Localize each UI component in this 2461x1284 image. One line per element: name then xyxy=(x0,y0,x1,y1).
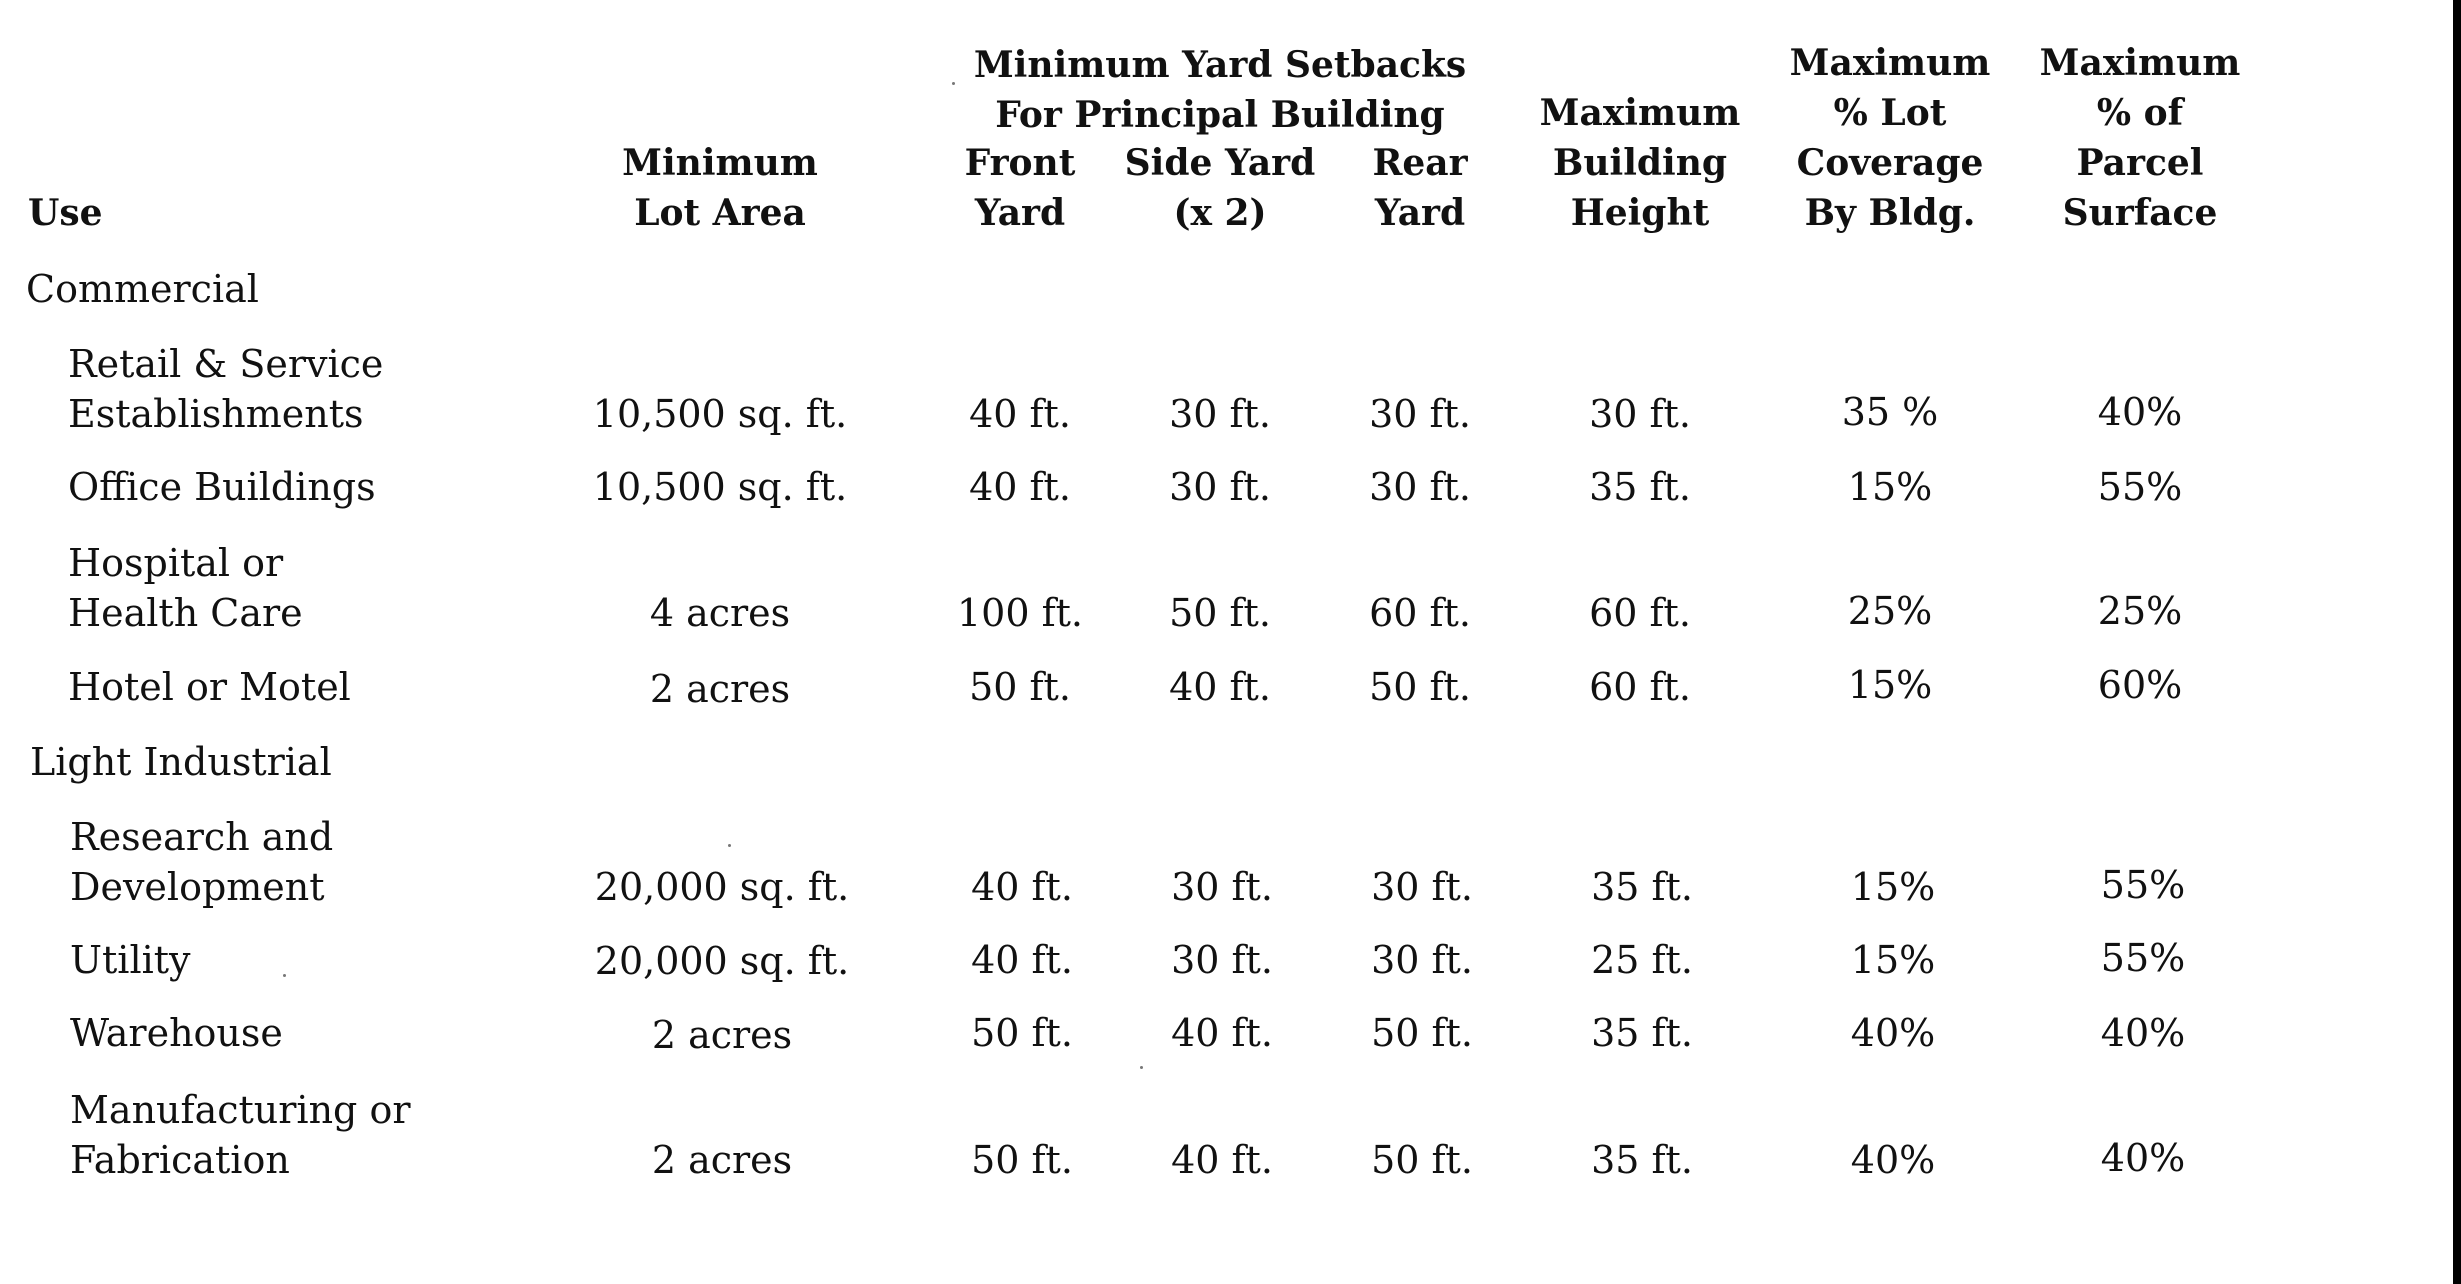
cell-lot-coverage: 40% xyxy=(1850,1138,1936,1182)
cell-lot-area: 10,500 sq. ft. xyxy=(592,392,848,436)
cell-side-yard: 40 ft. xyxy=(1171,1138,1273,1182)
cell-front-yard: 50 ft. xyxy=(969,665,1071,709)
cell-parcel-surface: 25% xyxy=(2097,589,2183,633)
scan-speck xyxy=(1140,1066,1143,1069)
cell-front-yard: 100 ft. xyxy=(956,591,1084,635)
header-front-yard: Front Yard xyxy=(964,142,1076,234)
header-use: Use xyxy=(28,192,103,234)
cell-lot-coverage: 15% xyxy=(1847,663,1933,707)
cell-max-height: 35 ft. xyxy=(1589,465,1691,509)
cell-max-height: 35 ft. xyxy=(1591,1138,1693,1182)
cell-lot-coverage: 40% xyxy=(1850,1011,1936,1055)
cell-lot-area: 2 acres xyxy=(651,1013,793,1057)
cell-lot-coverage: 15% xyxy=(1850,938,1936,982)
cell-parcel-surface: 40% xyxy=(2097,390,2183,434)
cell-lot-area: 20,000 sq. ft. xyxy=(594,939,850,983)
cell-front-yard: 40 ft. xyxy=(971,865,1073,909)
cell-parcel-surface: 40% xyxy=(2100,1011,2186,1055)
header-rear-yard: Rear Yard xyxy=(1372,142,1468,234)
cell-side-yard: 30 ft. xyxy=(1169,392,1271,436)
header-max-height: Maximum Building Height xyxy=(1539,92,1741,234)
cell-parcel-surface: 55% xyxy=(2097,465,2183,509)
row-use: Manufacturing or Fabrication xyxy=(70,1088,411,1182)
cell-parcel-surface: 55% xyxy=(2100,936,2186,980)
cell-max-height: 35 ft. xyxy=(1591,865,1693,909)
header-setbacks-group: Minimum Yard Setbacks For Principal Building xyxy=(973,44,1467,136)
row-use: Hotel or Motel xyxy=(68,665,351,709)
cell-side-yard: 40 ft. xyxy=(1171,1011,1273,1055)
cell-parcel-surface: 60% xyxy=(2097,663,2183,707)
row-use: Retail & Service Establishments xyxy=(68,342,384,436)
cell-side-yard: 30 ft. xyxy=(1171,865,1273,909)
cell-front-yard: 50 ft. xyxy=(971,1138,1073,1182)
section-title-commercial: Commercial xyxy=(26,267,259,311)
cell-front-yard: 40 ft. xyxy=(969,465,1071,509)
cell-max-height: 35 ft. xyxy=(1591,1011,1693,1055)
section-title-light-industrial: Light Industrial xyxy=(30,740,332,784)
cell-lot-coverage: 35 % xyxy=(1841,390,1939,434)
cell-max-height: 25 ft. xyxy=(1591,938,1693,982)
cell-rear-yard: 30 ft. xyxy=(1369,465,1471,509)
row-use: Research and Development xyxy=(70,815,334,909)
cell-rear-yard: 30 ft. xyxy=(1371,938,1473,982)
cell-max-height: 60 ft. xyxy=(1589,591,1691,635)
cell-lot-area: 2 acres xyxy=(651,1138,793,1182)
cell-front-yard: 40 ft. xyxy=(969,392,1071,436)
cell-rear-yard: 50 ft. xyxy=(1371,1138,1473,1182)
cell-rear-yard: 30 ft. xyxy=(1369,392,1471,436)
cell-lot-area: 4 acres xyxy=(649,591,791,635)
cell-lot-coverage: 25% xyxy=(1847,589,1933,633)
cell-front-yard: 50 ft. xyxy=(971,1011,1073,1055)
cell-front-yard: 40 ft. xyxy=(971,938,1073,982)
row-use: Utility xyxy=(70,938,191,982)
cell-rear-yard: 30 ft. xyxy=(1371,865,1473,909)
cell-side-yard: 30 ft. xyxy=(1169,465,1271,509)
header-max-lot-coverage: Maximum % Lot Coverage By Bldg. xyxy=(1789,42,1991,234)
header-min-lot-area: Minimum Lot Area xyxy=(622,142,818,234)
cell-side-yard: 50 ft. xyxy=(1169,591,1271,635)
row-use: Warehouse xyxy=(70,1011,283,1055)
scan-speck xyxy=(728,844,731,847)
cell-lot-area: 2 acres xyxy=(649,667,791,711)
cell-lot-coverage: 15% xyxy=(1850,865,1936,909)
cell-lot-area: 20,000 sq. ft. xyxy=(594,865,850,909)
cell-rear-yard: 50 ft. xyxy=(1371,1011,1473,1055)
row-use: Hospital or Health Care xyxy=(68,541,303,635)
scan-speck xyxy=(952,82,955,85)
row-use: Office Buildings xyxy=(68,465,376,509)
cell-rear-yard: 50 ft. xyxy=(1369,665,1471,709)
cell-side-yard: 30 ft. xyxy=(1171,938,1273,982)
page-edge-border xyxy=(2453,0,2461,1284)
cell-max-height: 30 ft. xyxy=(1589,392,1691,436)
header-max-parcel-surface: Maximum % of Parcel Surface xyxy=(2039,42,2241,234)
cell-lot-area: 10,500 sq. ft. xyxy=(592,465,848,509)
cell-side-yard: 40 ft. xyxy=(1169,665,1271,709)
cell-rear-yard: 60 ft. xyxy=(1369,591,1471,635)
header-side-yard: Side Yard (x 2) xyxy=(1124,142,1316,234)
scan-speck xyxy=(283,974,286,977)
cell-parcel-surface: 55% xyxy=(2100,863,2186,907)
cell-max-height: 60 ft. xyxy=(1589,665,1691,709)
cell-parcel-surface: 40% xyxy=(2100,1136,2186,1180)
cell-lot-coverage: 15% xyxy=(1847,465,1933,509)
